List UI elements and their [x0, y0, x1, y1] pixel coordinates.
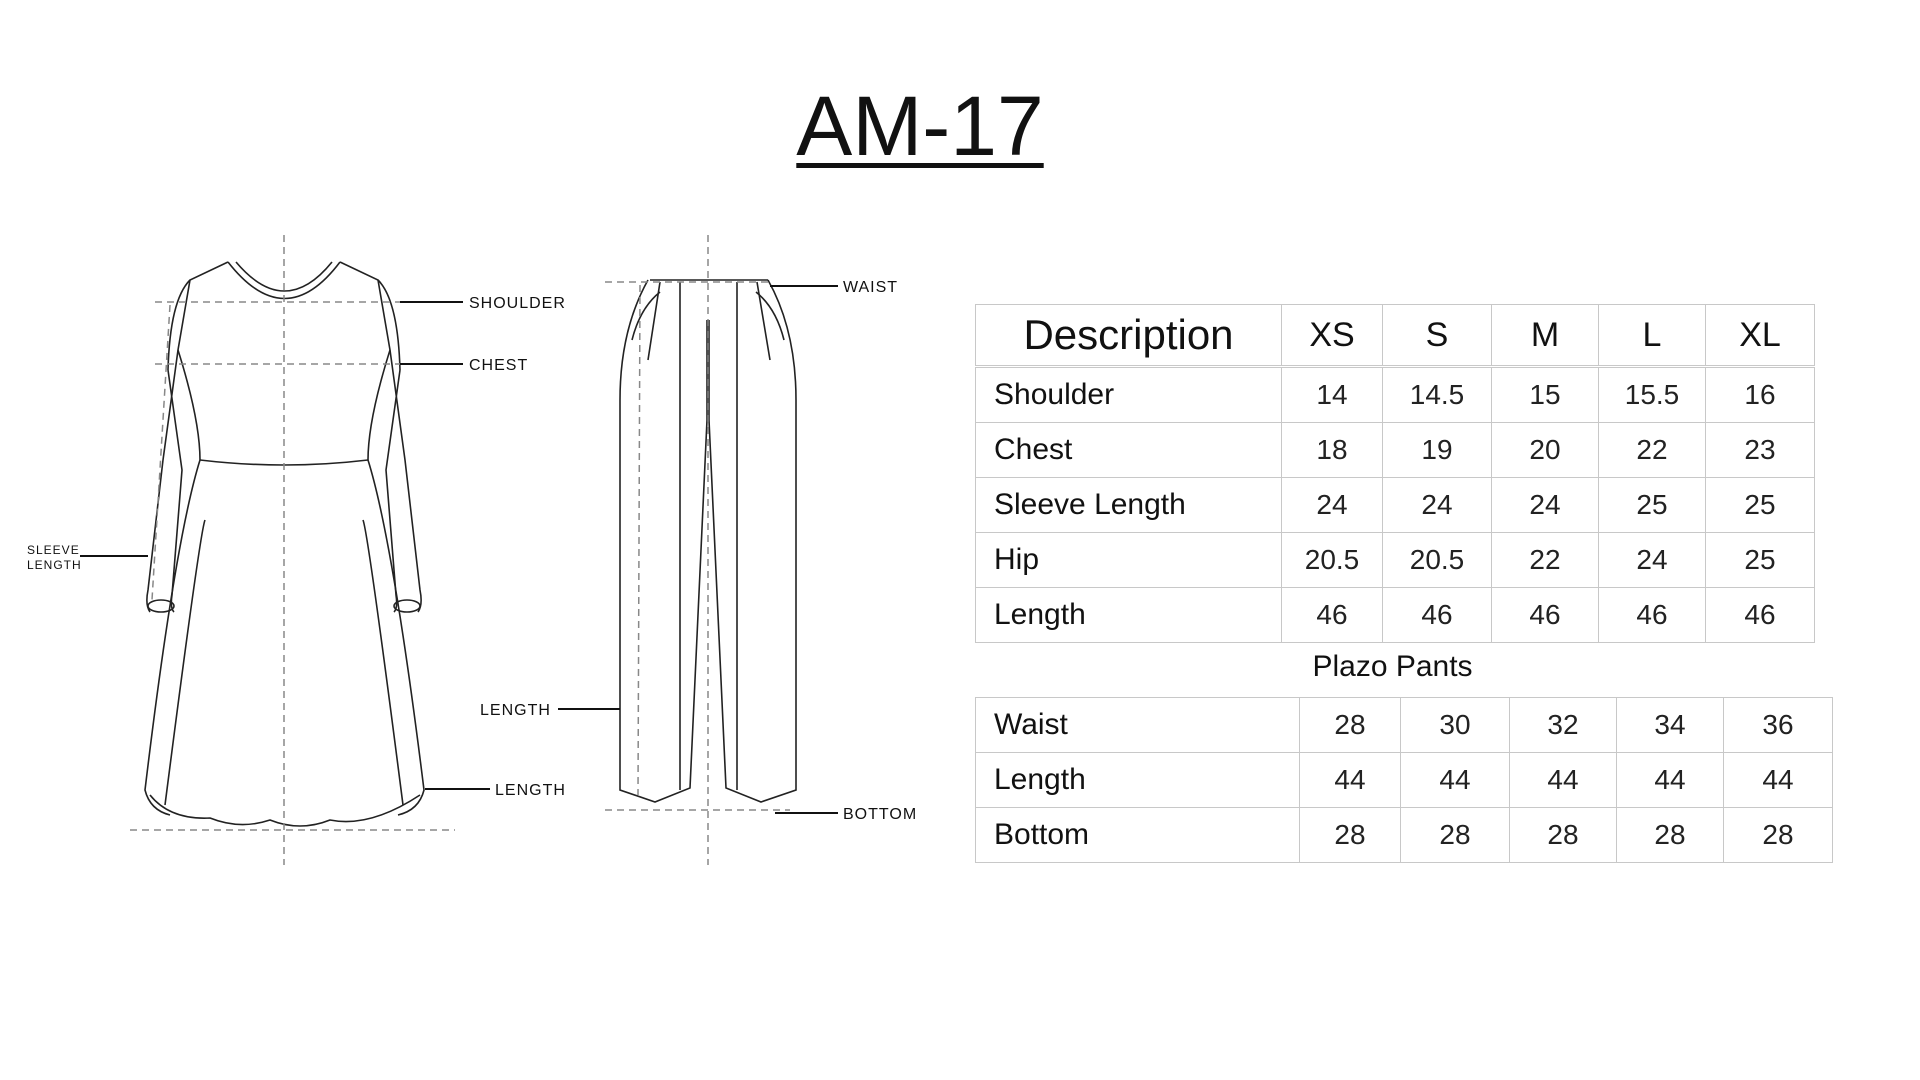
cell-value: 14.5: [1383, 367, 1492, 423]
cell-value: 24: [1599, 533, 1706, 588]
cell-value: 44: [1300, 753, 1401, 808]
garment-sketch: [0, 220, 930, 880]
header-description: Description: [976, 305, 1282, 367]
row-label: Waist: [976, 698, 1300, 753]
cell-value: 19: [1383, 423, 1492, 478]
cell-value: 44: [1724, 753, 1833, 808]
cell-value: 22: [1492, 533, 1599, 588]
pants-length-label: LENGTH: [480, 702, 551, 719]
size-table-top: [975, 304, 1815, 643]
cell-value: 28: [1300, 808, 1401, 863]
row-label: Bottom: [976, 808, 1300, 863]
table-row: [976, 533, 1815, 588]
row-label: Length: [976, 753, 1300, 808]
chest-label: CHEST: [469, 357, 529, 374]
cell-value: 32: [1510, 698, 1617, 753]
cell-value: 25: [1599, 478, 1706, 533]
size-table-bottom: [975, 697, 1833, 863]
cell-value: 46: [1282, 588, 1383, 643]
table-header-row: [976, 305, 1815, 367]
cell-value: 24: [1282, 478, 1383, 533]
table-row: [976, 698, 1833, 753]
cell-value: 14: [1282, 367, 1383, 423]
table-row: [976, 423, 1815, 478]
row-label: Length: [976, 588, 1282, 643]
cell-value: 20: [1492, 423, 1599, 478]
cell-value: 28: [1300, 698, 1401, 753]
cell-value: 25: [1706, 478, 1815, 533]
cell-value: 46: [1599, 588, 1706, 643]
cell-value: 28: [1401, 808, 1510, 863]
shoulder-label: SHOULDER: [469, 295, 566, 312]
cell-value: 15.5: [1599, 367, 1706, 423]
cell-value: 23: [1706, 423, 1815, 478]
sleeve-length-label-1: SLEEVE: [27, 543, 80, 557]
table-row: [976, 367, 1815, 423]
cell-value: 15: [1492, 367, 1599, 423]
row-label: Shoulder: [976, 367, 1282, 423]
waist-label: WAIST: [843, 279, 899, 296]
header-s: S: [1383, 305, 1492, 367]
cell-value: 28: [1617, 808, 1724, 863]
cell-value: 28: [1724, 808, 1833, 863]
header-m: M: [1492, 305, 1599, 367]
row-label: Chest: [976, 423, 1282, 478]
cell-value: 36: [1724, 698, 1833, 753]
table-row: [976, 478, 1815, 533]
plazo-pants-heading: Plazo Pants: [1312, 650, 1473, 683]
cell-value: 16: [1706, 367, 1815, 423]
cell-value: 24: [1383, 478, 1492, 533]
header-xl: XL: [1706, 305, 1815, 367]
cell-value: 24: [1492, 478, 1599, 533]
cell-value: 46: [1492, 588, 1599, 643]
cell-value: 25: [1706, 533, 1815, 588]
cell-value: 20.5: [1383, 533, 1492, 588]
sleeve-length-label-2: LENGTH: [27, 558, 82, 572]
cell-value: 34: [1617, 698, 1724, 753]
table-row: [976, 808, 1833, 863]
row-label: Hip: [976, 533, 1282, 588]
bottom-label: BOTTOM: [843, 806, 918, 823]
cell-value: 28: [1510, 808, 1617, 863]
cell-value: 18: [1282, 423, 1383, 478]
cell-value: 44: [1617, 753, 1724, 808]
row-label: Sleeve Length: [976, 478, 1282, 533]
dress-length-label: LENGTH: [495, 782, 566, 799]
cell-value: 44: [1401, 753, 1510, 808]
page-title: AM-17: [796, 79, 1044, 173]
cell-value: 20.5: [1282, 533, 1383, 588]
header-l: L: [1599, 305, 1706, 367]
table-row: [976, 588, 1815, 643]
cell-value: 22: [1599, 423, 1706, 478]
table-row: [976, 753, 1833, 808]
cell-value: 46: [1383, 588, 1492, 643]
cell-value: 30: [1401, 698, 1510, 753]
cell-value: 44: [1510, 753, 1617, 808]
cell-value: 46: [1706, 588, 1815, 643]
header-xs: XS: [1282, 305, 1383, 367]
